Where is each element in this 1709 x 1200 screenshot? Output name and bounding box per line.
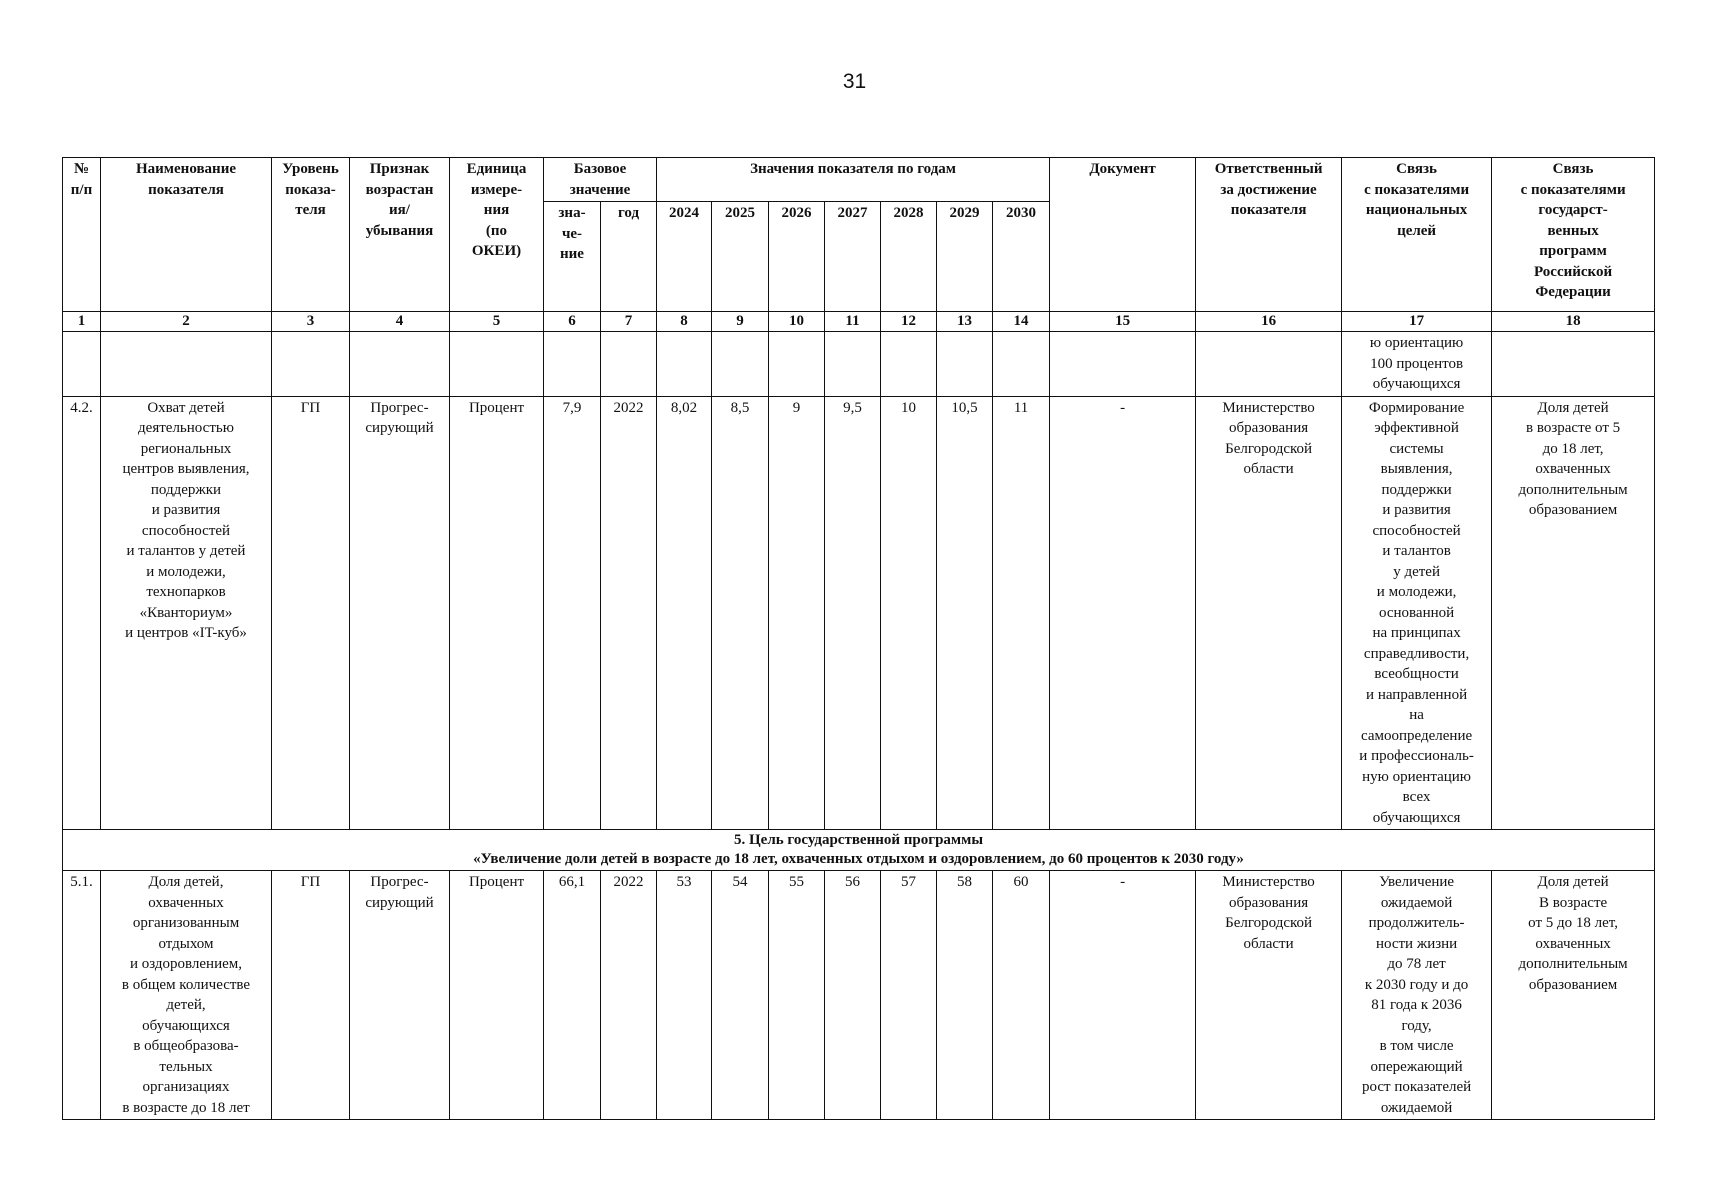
- continuation-link-national: ю ориентацию 100 процентов обучающихся: [1342, 332, 1492, 397]
- base-year: 2022: [601, 396, 657, 830]
- responsible-cell: Министерство образования Белгородской области: [1196, 871, 1342, 1120]
- header-base: Базовое значение: [544, 158, 657, 202]
- continuation-row: [63, 332, 1655, 397]
- indicator-unit: Процент: [450, 871, 544, 1120]
- column-number: 10: [769, 312, 825, 332]
- column-number: 12: [881, 312, 937, 332]
- year-value: 54: [712, 871, 769, 1120]
- header-num: № п/п: [63, 158, 101, 312]
- header-years-group: Значения показателя по годам: [657, 158, 1050, 202]
- column-number: 15: [1050, 312, 1196, 332]
- goal-title: 5. Цель государственной программы: [734, 832, 984, 848]
- goal-subtitle: «Увеличение доли детей в возрасте до 18 лет, охваченных отдыхом и оздоровлением, до 60 процентов к 2030 году»: [473, 851, 1244, 867]
- year-value: 9: [769, 396, 825, 830]
- column-number: 3: [272, 312, 350, 332]
- year-value: 56: [825, 871, 881, 1120]
- year-value: 8,5: [712, 396, 769, 830]
- column-number: 1: [63, 312, 101, 332]
- column-number: 8: [657, 312, 712, 332]
- document-cell: -: [1050, 396, 1196, 830]
- column-number: 7: [601, 312, 657, 332]
- header-year: 2026: [769, 202, 825, 312]
- header-base-value: зна- че- ние: [544, 202, 601, 312]
- column-number: 13: [937, 312, 993, 332]
- header-year: 2030: [993, 202, 1050, 312]
- column-number: 9: [712, 312, 769, 332]
- link-state-cell: Доля детей В возрасте от 5 до 18 лет, охваченных дополнительным образованием: [1492, 871, 1655, 1120]
- header-level: Уровень показа- теля: [272, 158, 350, 312]
- column-number: 5: [450, 312, 544, 332]
- link-national-cell: Формирование эффективной системы выявления, поддержки и развития способностей и талантов у детей и молодежи, основанной на принципах справедливости, всеобщности и направленной на самоопределение и профессиональ- ную ориентацию всех обучающихся: [1342, 396, 1492, 830]
- column-number: 4: [350, 312, 450, 332]
- indicator-name: Охват детей деятельностью региональных центров выявления, поддержки и развития способностей и талантов у детей и молодежи, технопарков «Кванториум» и центров «IT-куб»: [101, 396, 272, 830]
- base-value: 7,9: [544, 396, 601, 830]
- header-year: 2025: [712, 202, 769, 312]
- indicator-level: ГП: [272, 396, 350, 830]
- year-value: 10,5: [937, 396, 993, 830]
- indicator-unit: Процент: [450, 396, 544, 830]
- row-number: 5.1.: [63, 871, 101, 1120]
- indicator-sign: Прогрес- сирующий: [350, 871, 450, 1120]
- year-value: 55: [769, 871, 825, 1120]
- indicator-sign: Прогрес- сирующий: [350, 396, 450, 830]
- year-value: 11: [993, 396, 1050, 830]
- header-document: Документ: [1050, 158, 1196, 312]
- header-name: Наименование показателя: [101, 158, 272, 312]
- link-national-cell: Увеличение ожидаемой продолжитель- ности жизни до 78 лет к 2030 году и до 81 года к 2036 году, в том числе опережающий рост показателей ожидаемой: [1342, 871, 1492, 1120]
- header-year: 2029: [937, 202, 993, 312]
- table-row: [63, 871, 1655, 1120]
- column-number-row: [63, 312, 1655, 332]
- year-value: 53: [657, 871, 712, 1120]
- base-value: 66,1: [544, 871, 601, 1120]
- header-year: 2027: [825, 202, 881, 312]
- year-value: 8,02: [657, 396, 712, 830]
- goal-row: [63, 830, 1655, 871]
- table-row: [63, 396, 1655, 830]
- responsible-cell: Министерство образования Белгородской области: [1196, 396, 1342, 830]
- row-number: 4.2.: [63, 396, 101, 830]
- header-responsible: Ответственный за достижение показателя: [1196, 158, 1342, 312]
- column-number: 17: [1342, 312, 1492, 332]
- header-year: 2024: [657, 202, 712, 312]
- year-value: 57: [881, 871, 937, 1120]
- year-value: 10: [881, 396, 937, 830]
- header-sign: Признак возрастан ия/ убывания: [350, 158, 450, 312]
- year-value: 58: [937, 871, 993, 1120]
- column-number: 11: [825, 312, 881, 332]
- header-year: 2028: [881, 202, 937, 312]
- column-number: 18: [1492, 312, 1655, 332]
- indicator-level: ГП: [272, 871, 350, 1120]
- document-cell: -: [1050, 871, 1196, 1120]
- base-year: 2022: [601, 871, 657, 1120]
- indicators-table: [62, 157, 1655, 1120]
- header-link-state: Связь с показателями государст- венных программ Российской Федерации: [1492, 158, 1655, 312]
- column-number: 2: [101, 312, 272, 332]
- indicator-name: Доля детей, охваченных организованным отдыхом и оздоровлением, в общем количестве детей, обучающихся в общеобразова- тельных организациях в возрасте до 18 лет: [101, 871, 272, 1120]
- header-row-1: [63, 158, 1655, 202]
- column-number: 14: [993, 312, 1050, 332]
- year-value: 60: [993, 871, 1050, 1120]
- page-number: 31: [842, 70, 867, 93]
- goal-heading: [63, 830, 1655, 871]
- year-value: 9,5: [825, 396, 881, 830]
- link-state-cell: Доля детей в возрасте от 5 до 18 лет, охваченных дополнительным образованием: [1492, 396, 1655, 830]
- header-base-year: год: [601, 202, 657, 312]
- column-number: 16: [1196, 312, 1342, 332]
- header-link-national: Связь с показателями национальных целей: [1342, 158, 1492, 312]
- column-number: 6: [544, 312, 601, 332]
- header-unit: Единица измере- ния (по ОКЕИ): [450, 158, 544, 312]
